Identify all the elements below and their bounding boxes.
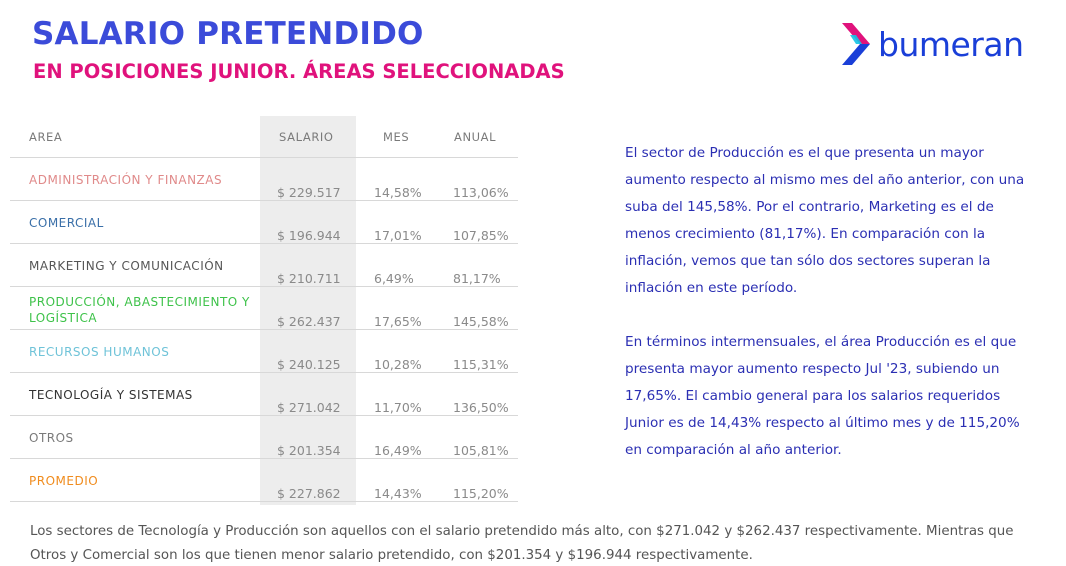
cell-anual: 115,20% xyxy=(453,486,509,501)
cell-anual: 113,06% xyxy=(453,185,509,200)
table-header xyxy=(10,116,518,158)
cell-mes: 16,49% xyxy=(374,443,422,458)
cell-area: OTROS xyxy=(29,431,74,445)
table-row xyxy=(10,330,518,373)
paragraph-1: El sector de Producción es el que presenta un mayor aumento respecto al mismo mes del año anterior, con una suba del 145,58%. Por el contrario, Marketing es el de menos crecimiento (81,17%). En comparación con la inflación, vemos que tan sólo dos sectores superan la inflación en este período. xyxy=(625,145,1025,296)
cell-salario: $ 210.711 xyxy=(277,271,341,286)
cell-area: ADMINISTRACIÓN Y FINANZAS xyxy=(29,173,223,187)
cell-mes: 14,43% xyxy=(374,486,422,501)
cell-salario: $ 262.437 xyxy=(277,314,341,329)
cell-area: RECURSOS HUMANOS xyxy=(29,345,170,359)
footer-note: Los sectores de Tecnología y Producción son aquellos con el salario pretendido más alto, con $271.042 y $262.437 respectivamente. Mientras que Otros y Comercial son los que tienen menor salario pretendido, con $201.354 y $196.944 respectivamente. xyxy=(30,524,1014,563)
cell-salario: $ 240.125 xyxy=(277,357,341,372)
cell-salario: $ 271.042 xyxy=(277,400,341,415)
page-title: SALARIO PRETENDIDO xyxy=(32,16,424,52)
cell-area: PROMEDIO xyxy=(29,474,99,488)
bumeran-logo xyxy=(840,20,1050,68)
cell-area: COMERCIAL xyxy=(29,216,104,230)
cell-mes: 17,65% xyxy=(374,314,422,329)
cell-mes: 17,01% xyxy=(374,228,422,243)
cell-mes: 14,58% xyxy=(374,185,422,200)
salary-table xyxy=(10,116,518,502)
cell-area: MARKETING Y COMUNICACIÓN xyxy=(29,259,224,273)
table-row xyxy=(10,158,518,201)
page-subtitle: EN POSICIONES JUNIOR. ÁREAS SELECCIONADAS xyxy=(33,60,565,83)
table-row xyxy=(10,244,518,287)
table-row xyxy=(10,201,518,244)
cell-anual: 105,81% xyxy=(453,443,509,458)
cell-anual: 107,85% xyxy=(453,228,509,243)
cell-anual: 136,50% xyxy=(453,400,509,415)
header-salario: SALARIO xyxy=(279,130,334,144)
header-mes: MES xyxy=(383,130,410,144)
table-row xyxy=(10,287,518,330)
analysis-text xyxy=(625,140,1025,464)
bumeran-chevron-logo-icon xyxy=(840,21,872,67)
table-row xyxy=(10,416,518,459)
cell-anual: 115,31% xyxy=(453,357,509,372)
cell-mes: 6,49% xyxy=(374,271,414,286)
cell-mes: 10,28% xyxy=(374,357,422,372)
cell-salario: $ 201.354 xyxy=(277,443,341,458)
table-row xyxy=(10,459,518,502)
header-area: AREA xyxy=(29,130,63,144)
cell-salario: $ 196.944 xyxy=(277,228,341,243)
cell-mes: 11,70% xyxy=(374,400,422,415)
cell-anual: 81,17% xyxy=(453,271,501,286)
logo-wordmark: bumeran xyxy=(878,24,1024,64)
cell-area: TECNOLOGÍA Y SISTEMAS xyxy=(29,388,193,402)
cell-anual: 145,58% xyxy=(453,314,509,329)
table-row xyxy=(10,373,518,416)
header-anual: ANUAL xyxy=(454,130,497,144)
table-body xyxy=(10,158,518,502)
cell-salario: $ 227.862 xyxy=(277,486,341,501)
cell-area: PRODUCCIÓN, ABASTECIMIENTO Y LOGÍSTICA xyxy=(29,295,250,325)
paragraph-2: En términos intermensuales, el área Producción es el que presenta mayor aumento respecto Jul '23, subiendo un 17,65%. El cambio general para los salarios requeridos Junior es de 14,43% respecto al último mes y de 115,20% en comparación al año anterior. xyxy=(625,334,1020,458)
cell-salario: $ 229.517 xyxy=(277,185,341,200)
